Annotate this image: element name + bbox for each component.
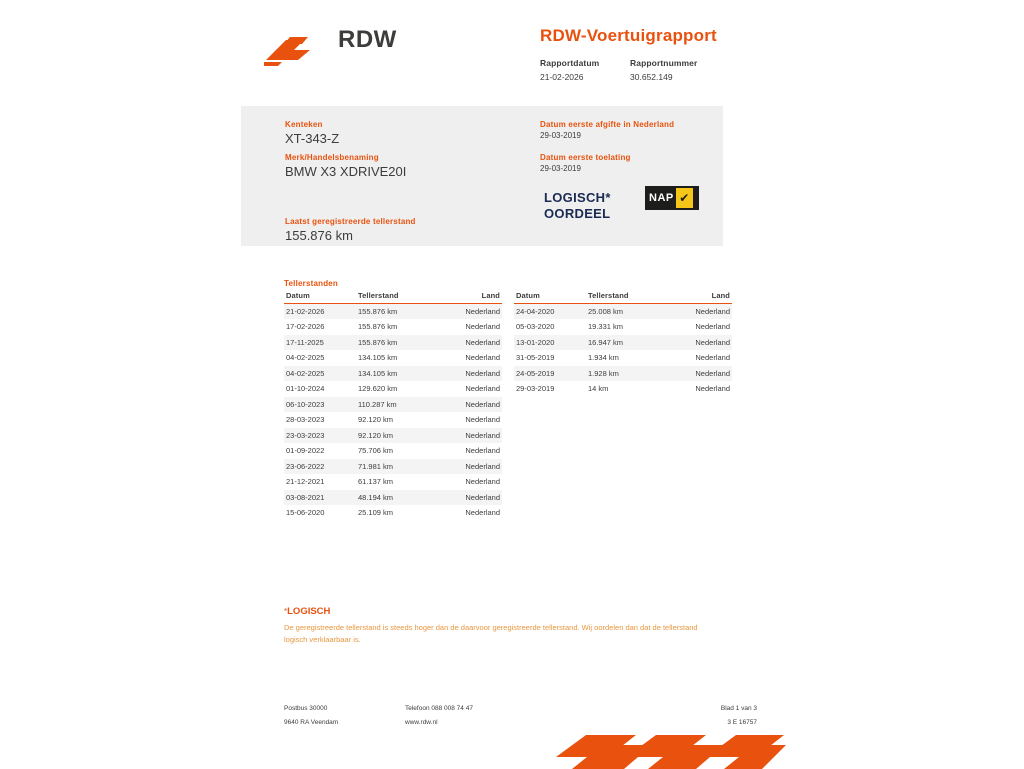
- cell-land: Nederland: [695, 337, 730, 347]
- merk-label: Merk/Handelsbenaming: [285, 153, 379, 162]
- cell-land: Nederland: [465, 384, 500, 394]
- table-row: [514, 304, 732, 320]
- cell-land: Nederland: [465, 399, 500, 409]
- footer-website[interactable]: www.rdw.nl: [405, 719, 438, 726]
- cell-land: Nederland: [465, 461, 500, 471]
- cell-land: Nederland: [695, 322, 730, 332]
- cell-datum: 05-03-2020: [516, 322, 555, 332]
- cell-tellerstand: 25.008 km: [588, 306, 624, 316]
- meta-report-number: [630, 58, 750, 82]
- cell-land: Nederland: [465, 368, 500, 378]
- note-body: De geregistreerde tellerstand is steeds hoger dan de daarvoor geregistreerde tellerstand. Wij oordelen dan dat de tellerstand logisch verklaarbaar is.: [284, 623, 698, 644]
- cell-datum: 29-03-2019: [516, 384, 555, 394]
- cell-land: Nederland: [695, 306, 730, 316]
- cell-datum: 01-09-2022: [286, 446, 325, 456]
- cell-datum: 04-02-2025: [286, 353, 325, 363]
- verdict-text: [544, 190, 611, 222]
- table-row: [284, 490, 502, 506]
- cell-datum: 21-12-2021: [286, 477, 325, 487]
- cell-datum: 31-05-2019: [516, 353, 555, 363]
- table-row: [284, 428, 502, 444]
- cell-land: Nederland: [465, 430, 500, 440]
- cell-tellerstand: 1.934 km: [588, 353, 619, 363]
- cell-tellerstand: 25.109 km: [358, 508, 394, 518]
- cell-datum: 13-01-2020: [516, 337, 555, 347]
- logo-text: RDW: [338, 26, 397, 53]
- footer-page-number: Blad 1 van 3: [720, 705, 757, 712]
- meta-report-number-value: 30.652.149: [630, 72, 673, 82]
- footer-code: 3 E 16757: [727, 719, 757, 726]
- cell-datum: 28-03-2023: [286, 415, 325, 425]
- cell-datum: 17-02-2026: [286, 322, 325, 332]
- column-header-land: Land: [711, 291, 730, 300]
- report-meta: [540, 58, 750, 82]
- table-row: [284, 351, 502, 367]
- cell-tellerstand: 19.331 km: [588, 322, 624, 332]
- footer-arrow-graphic-icon: [556, 735, 786, 769]
- column-header-tellerstand: Tellerstand: [358, 291, 399, 300]
- cell-land: Nederland: [695, 384, 730, 394]
- mileage-table-left: [284, 291, 502, 521]
- table-row: [284, 475, 502, 491]
- cell-tellerstand: 134.105 km: [358, 353, 398, 363]
- cell-land: Nederland: [465, 337, 500, 347]
- cell-datum: 23-06-2022: [286, 461, 325, 471]
- kenteken-label: Kenteken: [285, 120, 323, 129]
- cell-tellerstand: 14 km: [588, 384, 609, 394]
- cell-land: Nederland: [465, 306, 500, 316]
- nap-badge: [645, 186, 699, 210]
- table-header-row: [284, 291, 502, 304]
- cell-datum: 21-02-2026: [286, 306, 325, 316]
- cell-datum: 03-08-2021: [286, 492, 325, 502]
- table-row: [514, 382, 732, 398]
- cell-land: Nederland: [695, 368, 730, 378]
- meta-report-date-value: 21-02-2026: [540, 72, 584, 82]
- cell-tellerstand: 61.137 km: [358, 477, 394, 487]
- cell-datum: 23-03-2023: [286, 430, 325, 440]
- meta-report-date-label: Rapportdatum: [540, 58, 600, 68]
- table-body-right: [514, 304, 732, 397]
- column-header-tellerstand: Tellerstand: [588, 291, 629, 300]
- table-row: [284, 459, 502, 475]
- table-row: [284, 304, 502, 320]
- table-row: [514, 366, 732, 382]
- table-row: [284, 413, 502, 429]
- cell-tellerstand: 16.947 km: [588, 337, 624, 347]
- table-row: [284, 320, 502, 336]
- vehicle-summary-panel: [241, 106, 723, 246]
- cell-tellerstand: 134.105 km: [358, 368, 398, 378]
- merk-value: BMW X3 XDRIVE20I: [285, 164, 407, 179]
- table-row: [284, 397, 502, 413]
- rdw-arrow-logo-icon: [264, 34, 334, 66]
- cell-tellerstand: 71.981 km: [358, 461, 394, 471]
- tellerstand-label: Laatst geregistreerde tellerstand: [285, 217, 416, 226]
- cell-datum: 24-04-2020: [516, 306, 555, 316]
- table-body-left: [284, 304, 502, 521]
- cell-tellerstand: 75.706 km: [358, 446, 394, 456]
- note-title-text: LOGISCH: [287, 606, 331, 617]
- verdict-line-2: OORDEEL: [544, 206, 611, 221]
- meta-report-date: [540, 58, 608, 82]
- table-row: [514, 320, 732, 336]
- afgifte-label: Datum eerste afgifte in Nederland: [540, 120, 675, 129]
- table-row: [284, 335, 502, 351]
- cell-land: Nederland: [465, 477, 500, 487]
- cell-land: Nederland: [695, 353, 730, 363]
- nap-label: NAP: [649, 192, 674, 204]
- note-title: [284, 606, 330, 617]
- cell-tellerstand: 1.928 km: [588, 368, 619, 378]
- cell-datum: 04-02-2025: [286, 368, 325, 378]
- table-row: [284, 506, 502, 522]
- kenteken-value: XT-343-Z: [285, 131, 340, 146]
- rdw-logo: [264, 26, 464, 70]
- cell-land: Nederland: [465, 492, 500, 502]
- footer-phone: Telefoon 088 008 74 47: [405, 705, 473, 712]
- cell-tellerstand: 48.194 km: [358, 492, 394, 502]
- cell-tellerstand: 92.120 km: [358, 430, 394, 440]
- column-header-datum: Datum: [516, 291, 540, 300]
- table-row: [284, 366, 502, 382]
- check-icon: ✔: [676, 188, 693, 208]
- verdict-line-1: LOGISCH*: [544, 190, 611, 205]
- footer-address-line-1: Postbus 30000: [284, 705, 328, 712]
- table-row: [514, 335, 732, 351]
- cell-tellerstand: 155.876 km: [358, 337, 398, 347]
- section-title-tellerstanden: Tellerstanden: [284, 279, 339, 288]
- footer-contact: [405, 702, 473, 730]
- cell-tellerstand: 110.287 km: [358, 399, 397, 409]
- footer-address: [284, 702, 338, 730]
- footer-address-line-2: 9640 RA Veendam: [284, 719, 339, 726]
- cell-land: Nederland: [465, 415, 500, 425]
- table-header-row: [514, 291, 732, 304]
- cell-tellerstand: 155.876 km: [358, 322, 398, 332]
- footer-page-info: [697, 702, 757, 730]
- meta-report-number-label: Rapportnummer: [630, 58, 698, 68]
- note-star: *: [284, 607, 288, 616]
- cell-datum: 24-05-2019: [516, 368, 555, 378]
- table-row: [514, 351, 732, 367]
- cell-land: Nederland: [465, 353, 500, 363]
- toelating-value: 29-03-2019: [540, 164, 581, 173]
- cell-tellerstand: 155.876 km: [358, 306, 398, 316]
- afgifte-value: 29-03-2019: [540, 131, 581, 140]
- cell-datum: 15-06-2020: [286, 508, 325, 518]
- mileage-table-right: [514, 291, 732, 397]
- cell-datum: 17-11-2025: [286, 337, 324, 347]
- cell-tellerstand: 92.120 km: [358, 415, 394, 425]
- column-header-land: Land: [481, 291, 500, 300]
- toelating-label: Datum eerste toelating: [540, 153, 631, 162]
- cell-datum: 01-10-2024: [286, 384, 325, 394]
- table-row: [284, 382, 502, 398]
- column-header-datum: Datum: [286, 291, 310, 300]
- page-title: RDW-Voertuigrapport: [540, 26, 717, 45]
- tellerstand-value: 155.876 km: [285, 228, 353, 243]
- cell-land: Nederland: [465, 508, 500, 518]
- cell-datum: 06-10-2023: [286, 399, 325, 409]
- table-row: [284, 444, 502, 460]
- cell-tellerstand: 129.620 km: [358, 384, 398, 394]
- cell-land: Nederland: [465, 446, 500, 456]
- cell-land: Nederland: [465, 322, 500, 332]
